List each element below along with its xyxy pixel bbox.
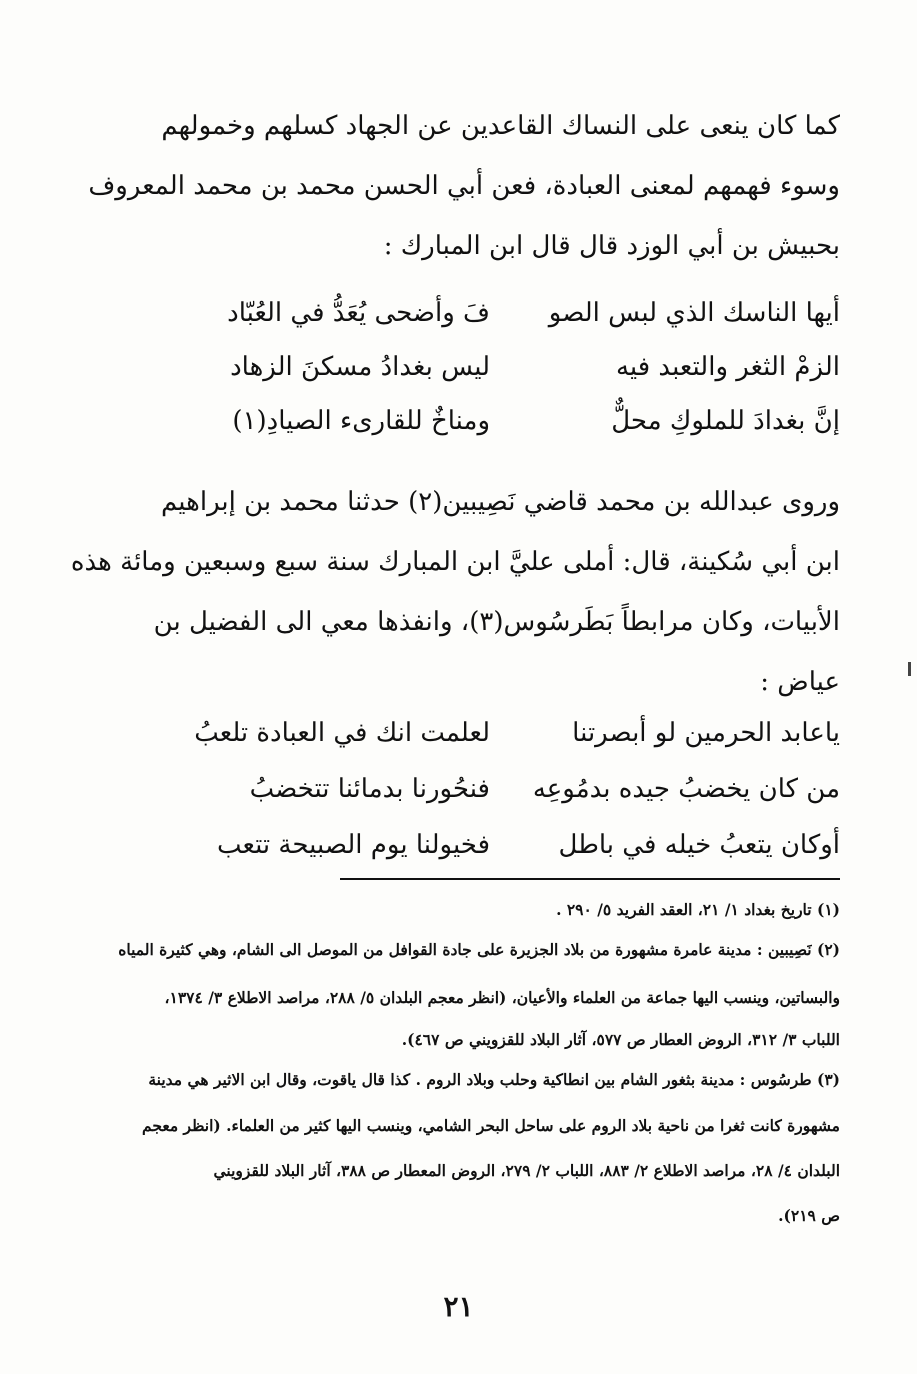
- verse-second-hemistich: فخيولنا يوم الصبيحة تتعب: [217, 830, 490, 860]
- footnote-2-line: اللباب ٣/ ٣١٢، الروض العطار ص ٥٧٧، آثار البلاد للقزويني ص ٤٦٧).: [401, 1030, 840, 1049]
- paragraph-narration: [70, 472, 840, 712]
- scan-mark: [908, 662, 911, 676]
- paragraph-line: عياض :: [760, 667, 840, 697]
- footnote-3-line: البلدان ٤/ ٢٨، مراصد الاطلاع ٢/ ٨٨٣، اللباب ٢/ ٢٧٩، الروض المعطار ص ٣٨٨، آثار البلاد للقزويني: [213, 1161, 840, 1180]
- poem-verse: [160, 762, 840, 818]
- footnote-3-line: ص ٢١٩).: [778, 1206, 840, 1225]
- verse-second-hemistich: فَ وأضحى يُعَدُّ في العُبّاد: [227, 298, 490, 328]
- footnote-separator: [340, 878, 840, 880]
- verse-second-hemistich: فنحُورنا بدمائنا تتخضبُ: [249, 774, 490, 804]
- page-number: ٢١: [443, 1290, 474, 1323]
- footnote-3-line: (٣) طرسُوس : مدينة بثغور الشام بين انطاكية وحلب وبلاد الروم . كذا قال ياقوت، وقال ابن الاثير هي مدينة: [148, 1070, 840, 1089]
- paragraph-line: كما كان ينعى على النساك القاعدين عن الجهاد كسلهم وخمولهم: [161, 111, 840, 141]
- poem-ibn-mubarak-baghdad: [160, 286, 840, 448]
- verse-first-hemistich: الزمْ الثغر والتعبد فيه: [615, 352, 840, 382]
- poem-verse: [160, 286, 840, 340]
- poem-verse: [160, 818, 840, 874]
- verse-first-hemistich: من كان يخضبُ جيده بدمُوعِه: [532, 774, 840, 804]
- footnote-2-line: والبساتين، وينسب اليها جماعة من العلماء والأعيان، (انظر معجم البلدان ٥/ ٢٨٨، مراصد الاطلاع ٣/ ١٣٧٤،: [164, 988, 840, 1007]
- verse-second-hemistich: ليس بغدادُ مسكنَ الزهاد: [230, 352, 490, 382]
- paragraph-line: الأبيات، وكان مرابطاً بَطَرسُوس(٣)، وانفذها معي الى الفضيل بن: [153, 607, 840, 637]
- verse-first-hemistich: أيها الناسك الذي لبس الصو: [548, 298, 840, 328]
- poem-verse: [160, 706, 840, 762]
- verse-first-hemistich: أوكان يتعبُ خيله في باطل: [558, 830, 840, 860]
- footnote-1: (١) تاريخ بغداد ١/ ٢١، العقد الفريد ٥/ ٢٩٠ .: [556, 900, 840, 919]
- footnote-3-line: مشهورة كانت ثغرا من ناحية بلاد الروم على ساحل البحر الشامي، وينسب اليها كثير من العلماء. (انظر معجم: [142, 1116, 840, 1135]
- paragraph-line: ابن أبي سُكينة، قال: أملى عليَّ ابن المبارك سنة سبع وسبعين ومائة هذه: [70, 547, 840, 577]
- poem-verse: [160, 394, 840, 448]
- paragraph-line: وروى عبدالله بن محمد قاضي نَصِيبين(٢) حدثنا محمد بن إبراهيم: [160, 487, 840, 517]
- poem-abid-al-haramayn: [160, 706, 840, 874]
- footnote-2-line: (٢) نَصِيبين : مدينة عامرة مشهورة من بلاد الجزيرة على جادة القوافل من الموصل الى الشام، وهي كثيرة المياه: [118, 940, 840, 959]
- paragraph-intro: [88, 96, 840, 276]
- paragraph-line: وسوء فهمهم لمعنى العبادة، فعن أبي الحسن محمد بن محمد المعروف: [88, 171, 840, 201]
- poem-verse: [160, 340, 840, 394]
- verse-second-hemistich: ومناخٌ للقارىء الصيادِ(١): [232, 406, 490, 436]
- verse-first-hemistich: ياعابد الحرمين لو أبصرتنا: [572, 718, 840, 748]
- verse-second-hemistich: لعلمت انك في العبادة تلعبُ: [194, 718, 490, 748]
- verse-first-hemistich: إنَّ بغدادَ للملوكِ محلٌّ: [611, 406, 840, 436]
- paragraph-line: بحبيش بن أبي الوزد قال قال ابن المبارك :: [383, 231, 840, 261]
